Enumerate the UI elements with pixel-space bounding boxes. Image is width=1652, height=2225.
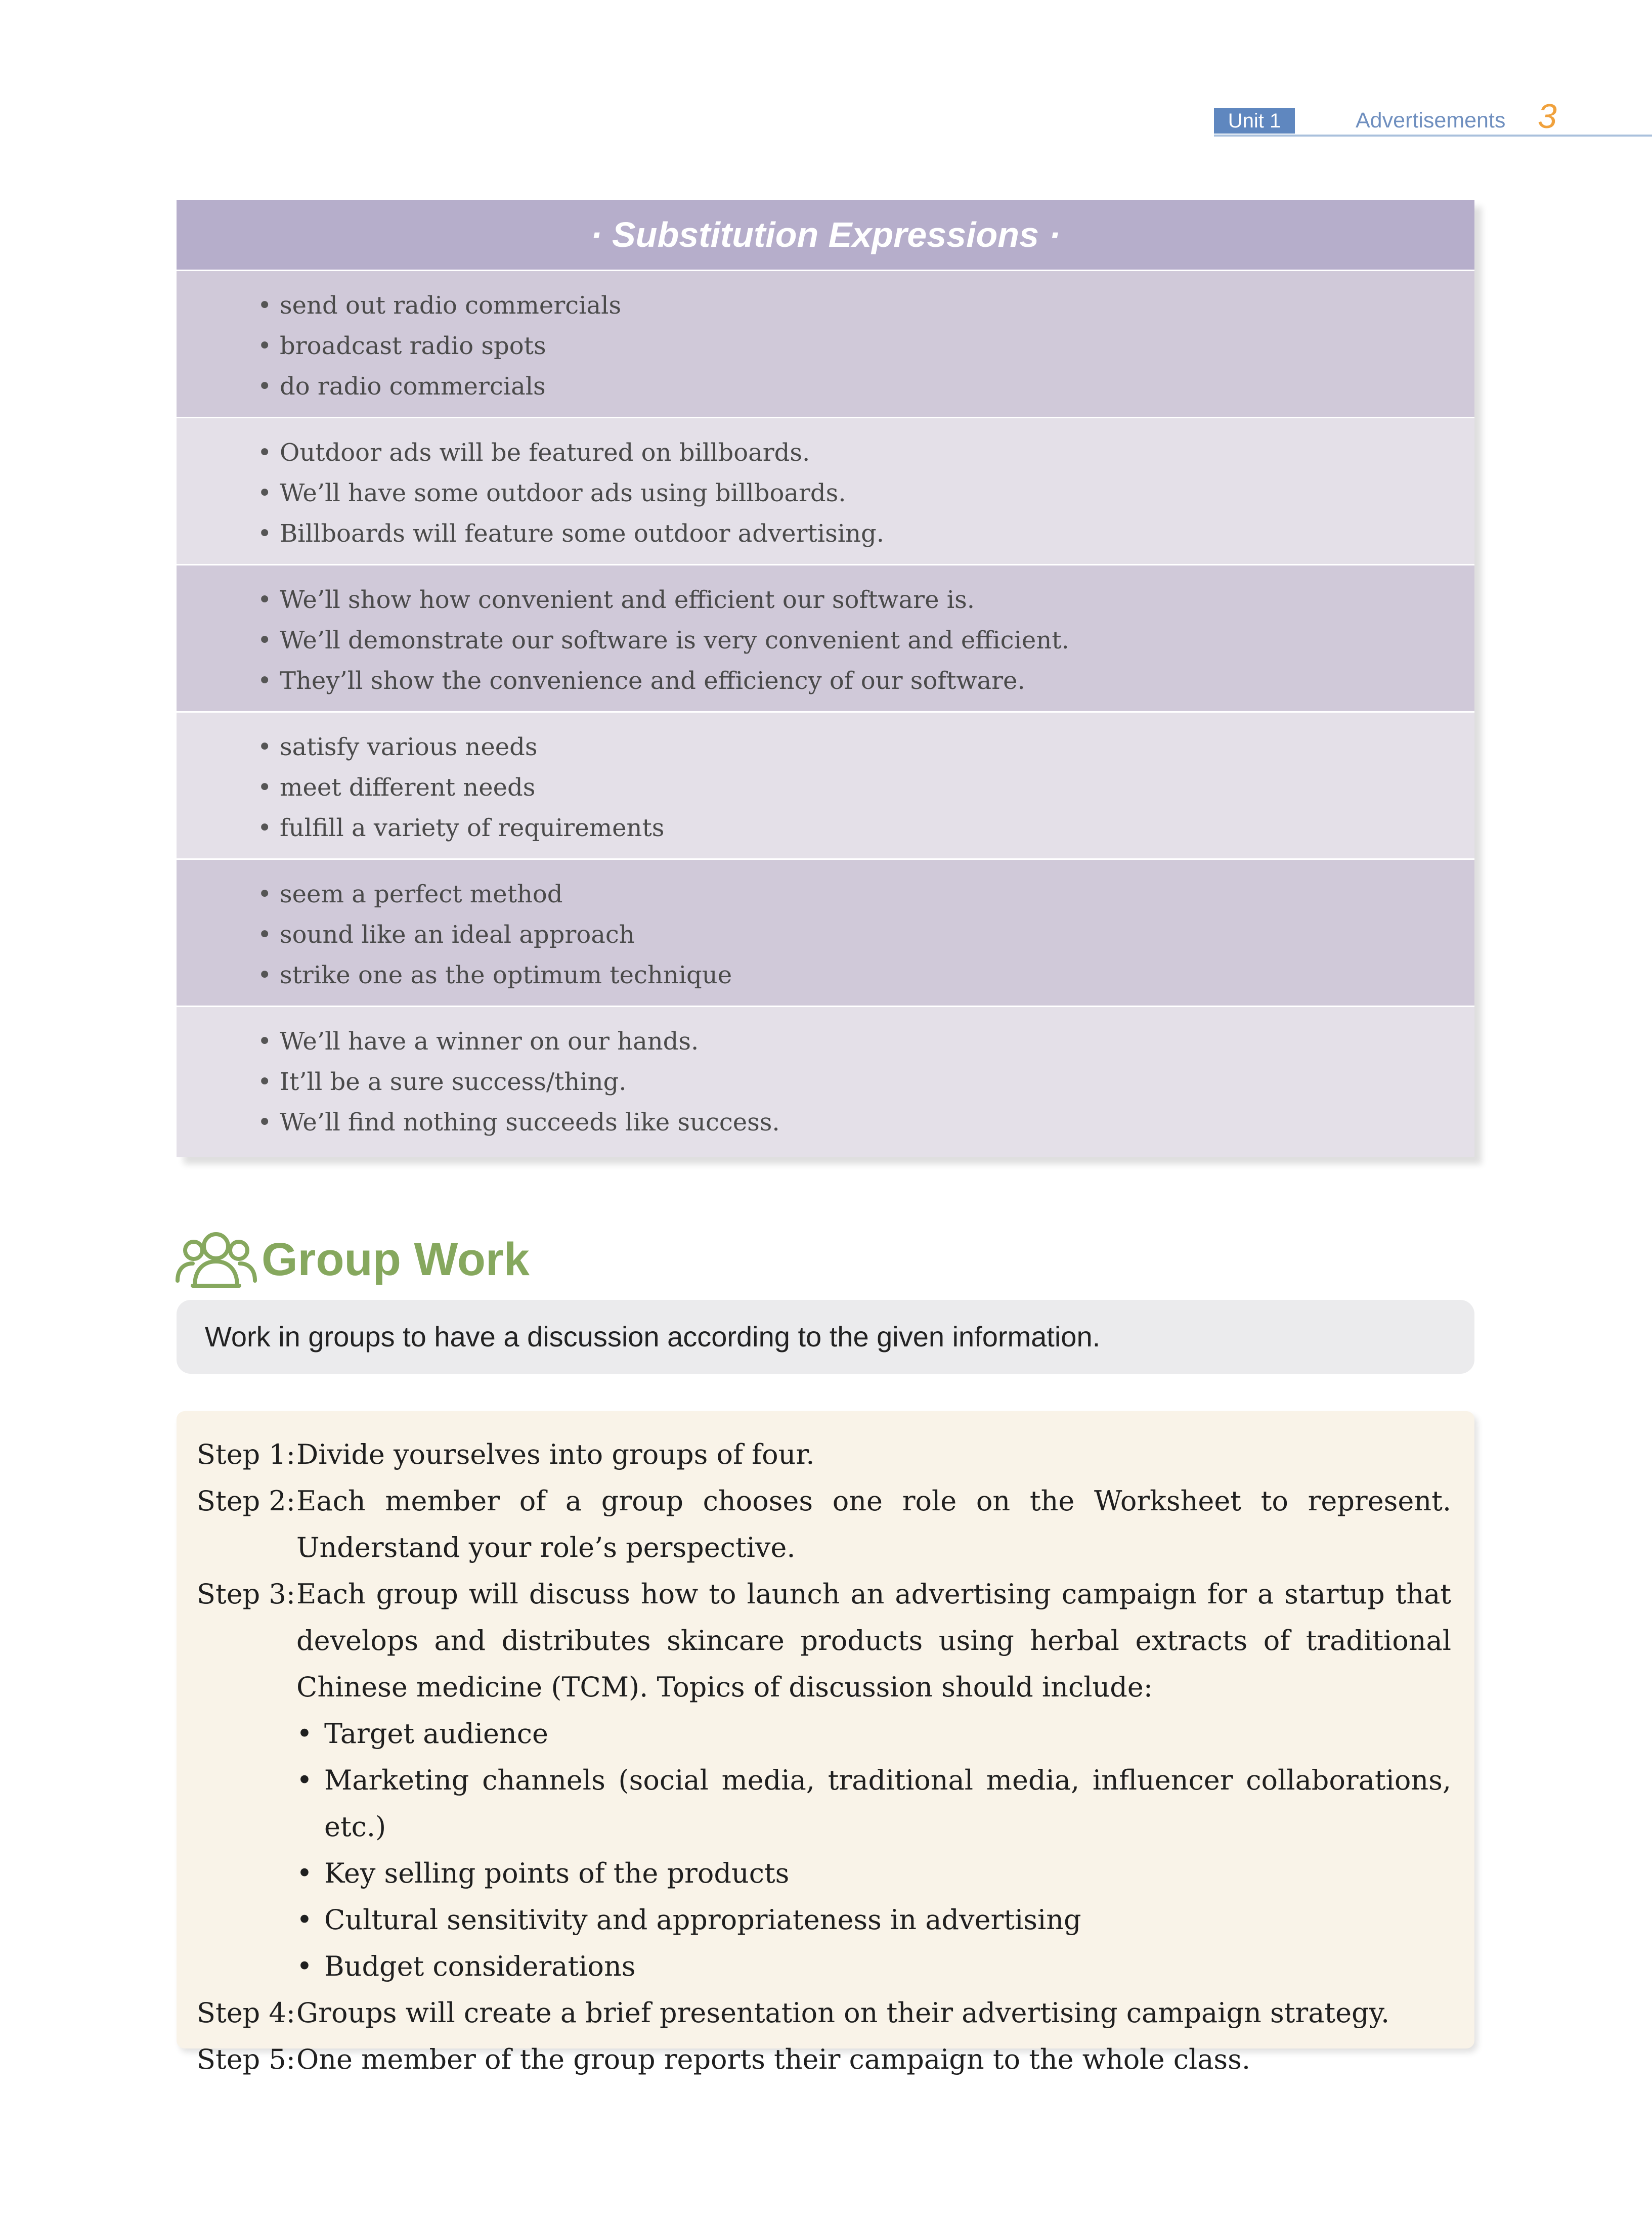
step-text: Each group will discuss how to launch an advertising campaign for a startup that develops and distributes skincare products using herbal extracts of traditional Chinese medicine (TCM). Topics of discussion should include: [296,1578,1451,1703]
step-label: Step 1: [197,1438,295,1470]
step-label: Step 4: [197,1997,295,2029]
expression-group [177,564,1474,711]
instruction-box: Work in groups to have a discussion according to the given information. [177,1300,1474,1374]
step-text: Divide yourselves into groups of four. [296,1438,815,1470]
expression-item: • meet different needs [257,767,1474,808]
step-label: Step 5: [197,2043,295,2075]
step-text: Each member of a group chooses one role on the Worksheet to represent. Understand your role’s perspective. [296,1485,1451,1563]
topic-item: • Marketing channels (social media, traditional media, influencer collaborations, etc.) [296,1757,1451,1850]
expression-item: • sound like an ideal approach [257,914,1474,955]
group-work-title: Group Work [262,1234,530,1285]
step-label: Step 3: [197,1578,295,1610]
step-text: One member of the group reports their campaign to the whole class. [296,2043,1250,2075]
step-row [197,1571,1451,1990]
expression-item: • strike one as the optimum technique [257,955,1474,995]
page-number: 3 [1538,97,1557,136]
expression-group [177,270,1474,417]
steps-box [177,1411,1474,2075]
step-label: Step 2: [197,1485,295,1517]
topic-item: • Key selling points of the products [296,1850,1451,1897]
step-text: Groups will create a brief presentation on their advertising campaign strategy. [296,1997,1390,2029]
substitution-title: · Substitution Expressions · [177,200,1474,270]
step-row [197,1431,1451,1478]
discussion-topics-list [296,1711,1451,1990]
step-row [197,1478,1451,1571]
substitution-expressions-table [177,200,1474,1157]
unit-badge: Unit 1 [1214,108,1295,134]
expression-group [177,417,1474,564]
expression-group [177,858,1474,1006]
step-row [197,1990,1451,2036]
expression-item: • We’ll show how convenient and efficient our software is. [257,580,1474,620]
topic-item: • Budget considerations [296,1943,1451,1990]
expression-item: • seem a perfect method [257,874,1474,914]
header-rule [1214,135,1652,137]
group-people-icon [175,1230,258,1288]
step-row [197,2036,1451,2083]
expression-item: • We’ll have a winner on our hands. [257,1021,1474,1062]
expression-item: • We’ll have some outdoor ads using billboards. [257,473,1474,513]
expression-item: • do radio commercials [257,366,1474,407]
expression-item: • send out radio commercials [257,285,1474,326]
expression-item: • We’ll find nothing succeeds like success. [257,1102,1474,1143]
expression-item: • satisfy various needs [257,727,1474,767]
expression-item: • They’ll show the convenience and efficiency of our software. [257,661,1474,701]
expression-group [177,711,1474,858]
section-name: Advertisements [1356,108,1506,133]
expression-item: • Billboards will feature some outdoor advertising. [257,513,1474,554]
topic-item: • Target audience [296,1711,1451,1757]
expression-item: • We’ll demonstrate our software is very convenient and efficient. [257,620,1474,661]
expression-item: • Outdoor ads will be featured on billboards. [257,432,1474,473]
expression-item: • broadcast radio spots [257,326,1474,366]
topic-item: • Cultural sensitivity and appropriateness in advertising [296,1897,1451,1943]
expression-group [177,1006,1474,1157]
expression-item: • fulfill a variety of requirements [257,808,1474,848]
expression-item: • It’ll be a sure success/thing. [257,1062,1474,1102]
